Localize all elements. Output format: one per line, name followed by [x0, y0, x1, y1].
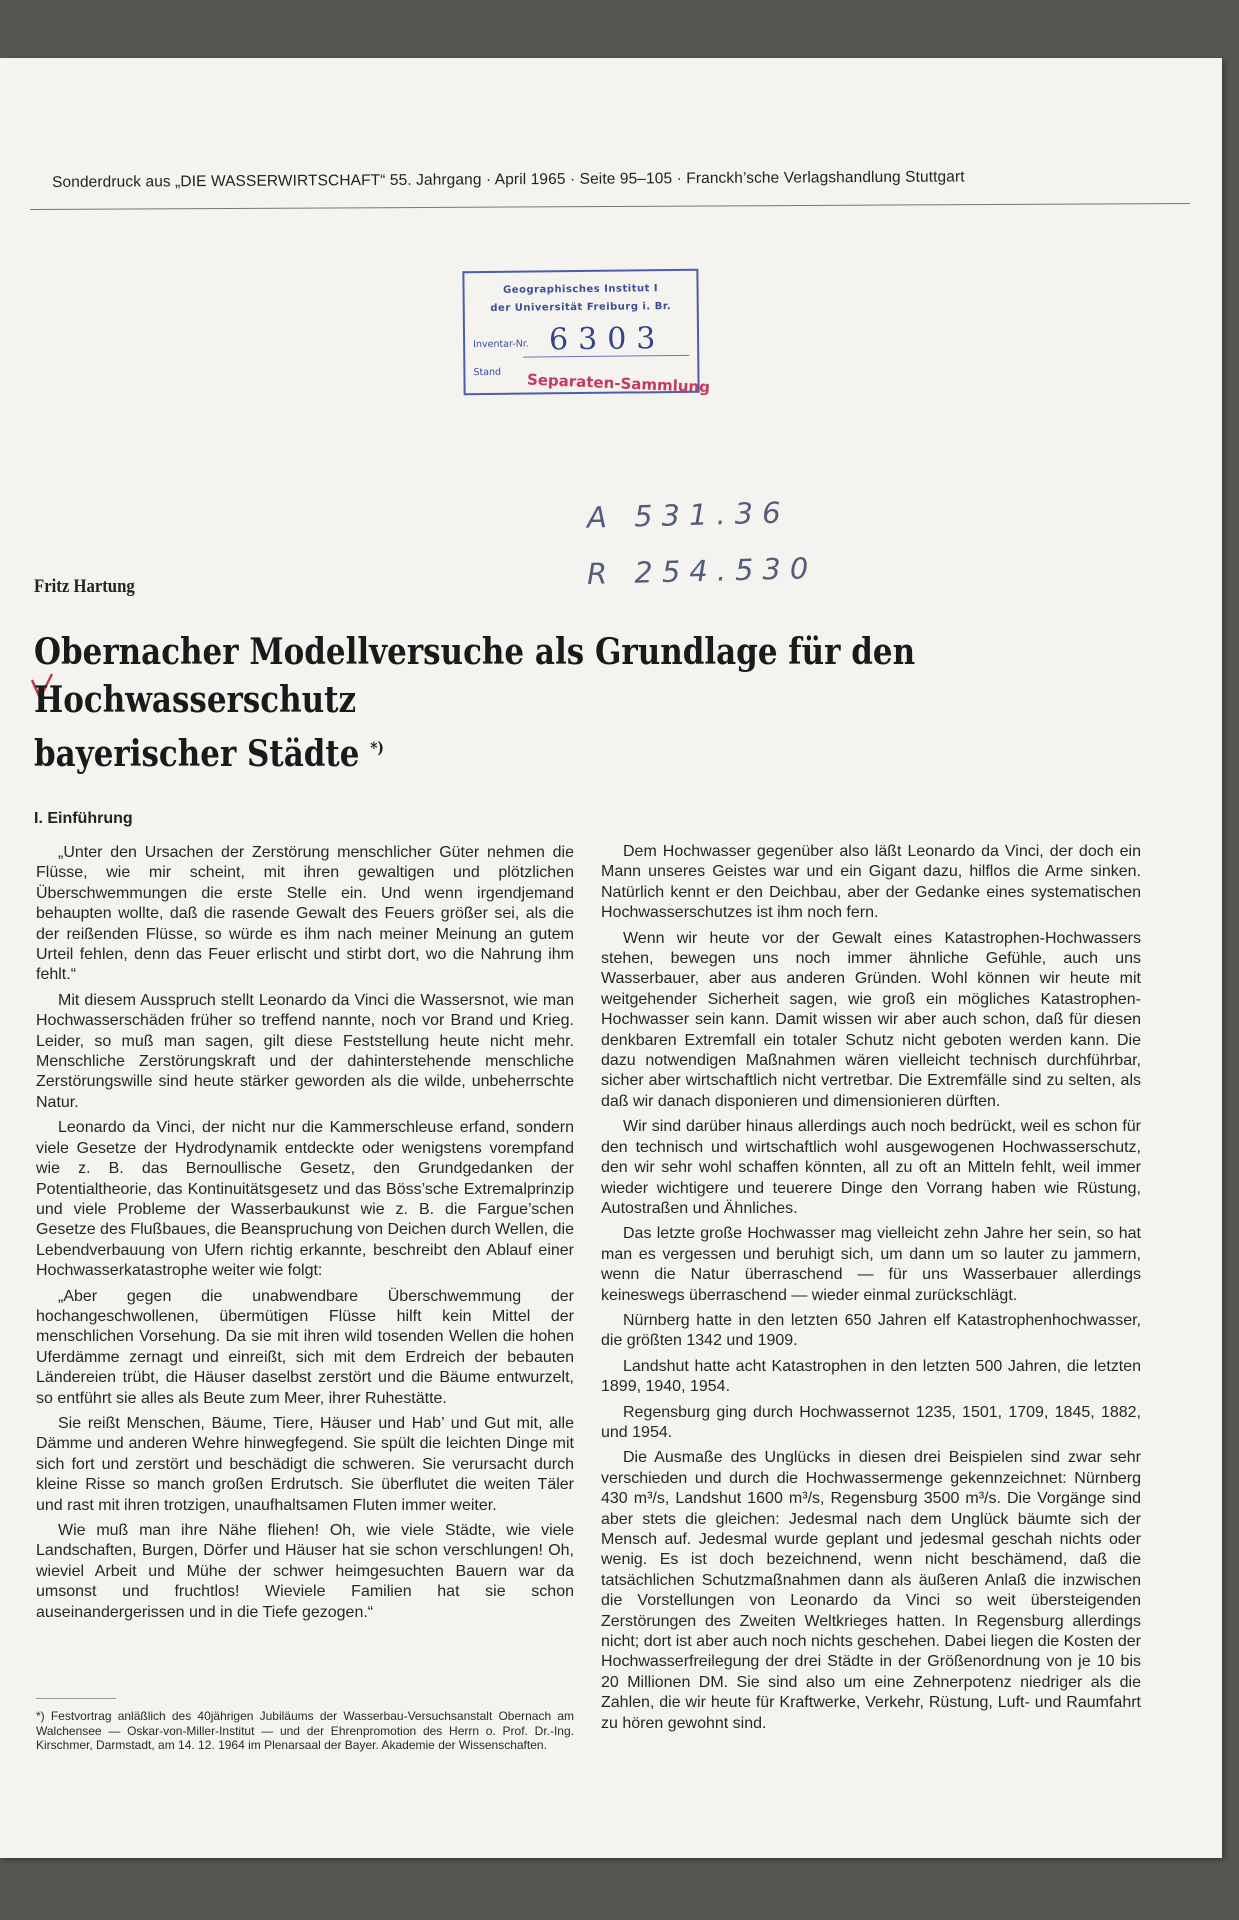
paragraph: Leonardo da Vinci, der nicht nur die Kammerschleuse erfand, sondern viele Gesetze der Hydrodynamik entdeckte oder wenigstens vorempfand wie z. B. das Bernoullische Gesetz, den Grundgedanken der Potentialtheorie, das Kontinuitätsgesetz und das Böss’sche Extremalprinzip und viele Probleme der Wasserbaukunst wie z. B. die Fargue’schen Gesetze des Flußbaues, die Beanspruchung von Deichen durch Wellen, die Lebendverbauung von Ufern richtig erkannte, beschreibt den Ablauf einer Hochwasserkatastrophe weiter wie folgt:: [36, 1119, 574, 1280]
article-title-line-1: Obernacher Modellversuche als Grundlage für den Hochwasserschutz: [34, 631, 916, 721]
stamp-inventory-line: [523, 355, 689, 358]
header-rule: [30, 203, 1190, 210]
library-stamp: [462, 269, 711, 397]
stamp-inventory-number: 6303: [548, 321, 666, 358]
left-column: [36, 843, 574, 1628]
handwritten-call-number-1: A 531.36: [586, 495, 790, 535]
author-name: Fritz Hartung: [34, 576, 135, 597]
paragraph: Dem Hochwasser gegenüber also läßt Leonardo da Vinci, der doch ein Mann unseres Geistes war und ein Gigant dazu, hilflos die Arme sinken. Natürlich kennt er den Deichbau, aber der Gedanke eines systematischen Hochwasserschutzes ist ihm noch fern.: [601, 843, 1141, 922]
article-title-line-2: [34, 724, 1049, 778]
paragraph: Nürnberg hatte in den letzten 650 Jahren elf Katastrophenhochwasser, die größten 1342 und 1909.: [601, 1311, 1141, 1350]
paragraph: Mit diesem Ausspruch stellt Leonardo da Vinci die Wassersnot, wie man Hochwasserschäden früher so treffend nannte, noch vor Brand und Krieg. Leider, so muß man sagen, gilt diese Feststellung heute nicht mehr. Menschliche Zerstörungskraft und der dahinterstehende menschliche Zerstörungswille sind heute stärker geworden als die wilde, unbeherrschte Natur.: [36, 991, 574, 1111]
section-heading: I. Einführung: [34, 810, 133, 827]
paragraph: Wie muß man ihre Nähe fliehen! Oh, wie viele Städte, wie viele Landschaften, Burgen, Dörfer und Häuser hat sie schon verschlungen! Oh, wieviel Arbeit und Mühe der schwer heimgesuchten Bauern war da umsonst und fruchtlos! Wieviele Familien hat sie schon auseinandergerissen und in die Tiefe gezogen.“: [36, 1522, 574, 1621]
stamp-university: der Universität Freiburg i. Br.: [490, 301, 672, 314]
article-title-line-2-text: bayerischer Städte: [34, 733, 360, 775]
stamp-inventory-label: Inventar-Nr.: [473, 338, 529, 351]
paragraph: Landshut hatte acht Katastrophen in den letzten 500 Jahren, die letzten 1899, 1940, 1954.: [601, 1357, 1141, 1396]
paragraph: Sie reißt Menschen, Bäume, Tiere, Häuser und Hab’ und Gut mit, alle Dämme und anderen Wehre hinwegfegend. Sie spült die leichten Dinge mit sich fort und zerstört und beschädigt die schweren. Sie verursacht durch kleine Risse so manch großen Erdrutsch. Sie überflutet die weiten Täler und rast mit ihren trotzigen, unaufhaltsamen Fluten immer weiter.: [36, 1414, 574, 1514]
article-title: [34, 628, 1049, 778]
paragraph: „Aber gegen die unabwendbare Überschwemmung der hochangeschwollenen, übermütigen Flüsse hilft kein Mittel der menschlichen Vorsehung. Da sie mit ihren wild tosenden Wellen die hohen Uferdämme zernagt und einreißt, sich mit dem Erdreich der bebauten Ländereien trübt, die Häuser daselbst zerstört und die Bäume entwurzelt, so entführt sie alles als Beute zum Meer, ihrer Ruhestätte.: [36, 1287, 574, 1407]
paragraph: „Unter den Ursachen der Zerstörung menschlicher Güter nehmen die Flüsse, wie mir scheint, mit ihren gewaltigen und plötzlichen Überschwemmungen die erste Stelle ein. Und wenn irgendjemand behaupten wollte, daß die rasende Gewalt des Feuers größer sei, als die der reißenden Flüsse, so würde es ihm nach meiner Meinung an gutem Urteil fehlen, denn das Feuer erlischt und stirbt dort, wo die Nahrung ihm fehlt.“: [36, 844, 574, 984]
stamp-collection: Separaten-Sammlung: [526, 370, 711, 397]
stamp-institute: Geographisches Institut I: [503, 283, 659, 296]
footnote-rule: [36, 1698, 116, 1699]
paragraph: Wenn wir heute vor der Gewalt eines Katastrophen-Hochwassers stehen, bewegen uns noch immer ähnliche Gefühle, auch uns Wasserbauer, aber aus anderen Gründen. Wohl können wir heute mit weitgehender Sicherheit sagen, wie groß ein mögliches Katastrophen-Hochwasser sein kann. Damit wissen wir aber auch schon, daß für diesen denkbaren Extremfall ein totaler Schutz nicht geboten werden kann. Die dazu notwendigen Maßnahmen wären vielleicht technisch durchführbar, sicher aber wirtschaftlich nicht vertretbar. Die Extremfälle sind zu selten, als daß wir danach disponieren und dimensionieren dürften.: [601, 929, 1141, 1110]
paragraph: Die Ausmaße des Unglücks in diesen drei Beispielen sind zwar sehr verschieden und durch die Hochwassermenge gekennzeichnet: Nürnberg 430 m³/s, Landshut 1600 m³/s, Regensburg 3500 m³/s. Die Vorgänge sind aber stets die gleichen: Jedesmal nach dem Unglück bäumte sich der Mensch auf. Jedesmal wurde geplant und jedesmal geschah nichts oder wenig. Es ist doch bezeichnend, wenn nicht beschämend, daß die tatsächlichen Schutzmaßnahmen dann als äußeren Anlaß die inzwischen die Vorstellungen von Leonardo da Vinci so weit übersteigenden Zerstörungen des Zweiten Weltkrieges hatten. In Regensburg allerdings nicht; dort ist aber auch noch nichts geschehen. Dabei liegen die Kosten der Hochwasserfreilegung der drei Städte in der Größenordnung von je 10 bis 20 Millionen DM. Sie sind also um eine Zehnerpotenz niedriger als die Zahlen, die wir heute für Kraftwerke, Verkehr, Rüstung, Luft- und Raumfahrt zu hören gewohnt sind.: [601, 1449, 1141, 1732]
paragraph: Das letzte große Hochwasser mag vielleicht zehn Jahre her sein, so hat man es vergessen und beruhigt sich, um dann um so lauter zu jammern, wenn die Natur überraschend — für uns Wasserbauer allerdings keineswegs überraschend — wieder einmal zurückschlägt.: [601, 1225, 1141, 1304]
offprint-header: Sonderdruck aus „DIE WASSERWIRTSCHAFT“ 55. Jahrgang · April 1965 · Seite 95–105 · Franckh’sche Verlagshandlung Stuttgart: [52, 168, 965, 191]
handwritten-call-number-2: R 254.530: [586, 550, 818, 592]
document-page: [0, 58, 1222, 1858]
paragraph: Wir sind darüber hinaus allerdings auch noch bedrückt, weil es schon für den technisch und wirtschaftlich wohl ausgewogenen Hochwasserschutz, den wir sehr wohl schaffen könnten, all zu oft an Mitteln fehlt, weil immer wieder wichtigere und teuerere Dinge den Vorrang haben wie Rüstung, Autostraßen und Ähnliches.: [601, 1118, 1141, 1217]
footnote: *) Festvortrag anläßlich des 40jährigen Jubiläums der Wasserbau-Versuchsanstalt Obernach am Walchensee — Oskar-von-Miller-Institut — und der Ehrenpromotion des Herrn o. Prof. Dr.-Ing. Kirschmer, Darmstadt, am 14. 12. 1964 im Plenarsaal der Bayer. Akademie der Wissenschaften.: [36, 1709, 574, 1753]
right-column: [601, 842, 1141, 1739]
stamp-stand-label: Stand: [473, 366, 502, 379]
footnote-marker: *): [370, 738, 384, 757]
paragraph: Regensburg ging durch Hochwassernot 1235, 1501, 1709, 1845, 1882, und 1954.: [601, 1403, 1141, 1441]
